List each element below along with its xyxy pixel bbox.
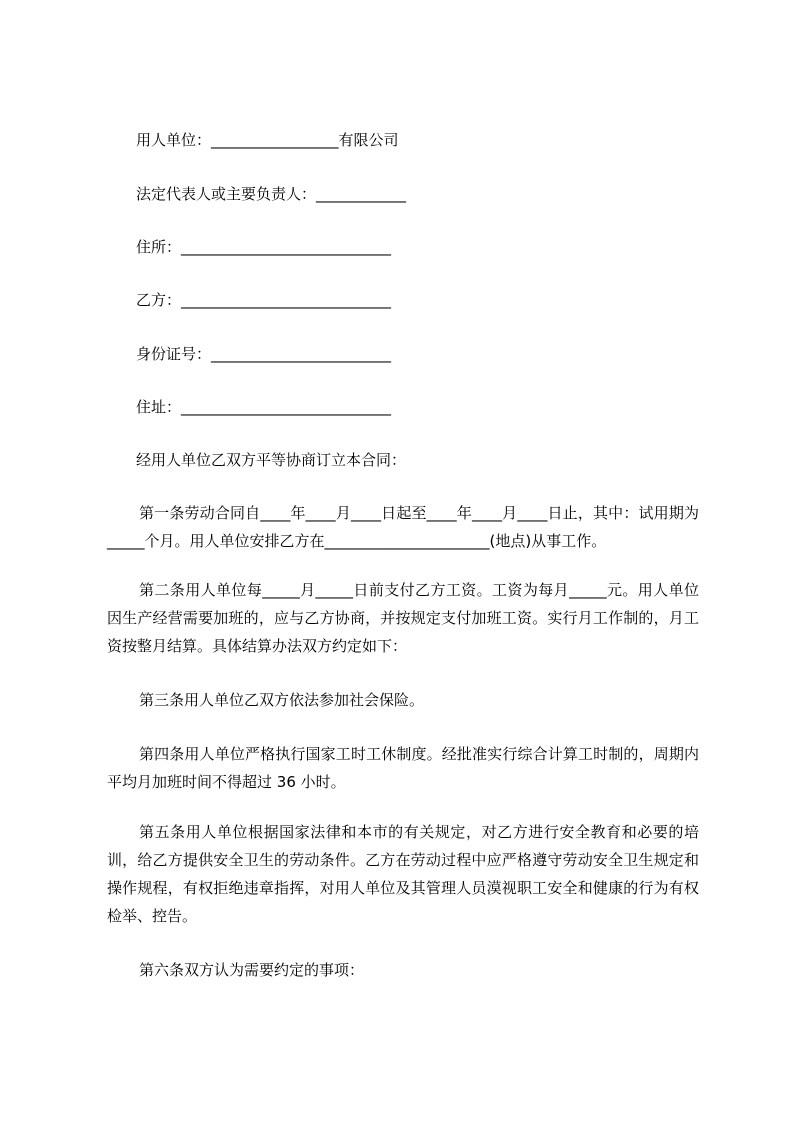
- article-2: 第二条用人单位每_____月_____日前支付乙方工资。工资为每月_____元。用人单位因生产经营需要加班的，应与乙方协商，并按规定支付加班工资。实行月工作制的，月工资按整月结算。具体结算办法双方约定如下：: [107, 581, 699, 655]
- intro-text: 经用人单位乙双方平等协商订立本合同：: [136, 451, 407, 469]
- id-number-field: 身份证号：________________________: [136, 345, 392, 363]
- employer-address-field: 住所：____________________________: [136, 238, 392, 256]
- party-b-field: 乙方：____________________________: [136, 291, 392, 309]
- article-4: 第四条用人单位严格执行国家工时工休制度。经批准实行综合计算工时制的，周期内平均月加班时间不得超过 36 小时。: [107, 745, 699, 791]
- legal-representative-field: 法定代表人或主要负责人：____________: [136, 185, 407, 203]
- employer-field: 用人单位：_________________有限公司: [136, 131, 399, 149]
- article-3: 第三条用人单位乙双方依法参加社会保险。: [139, 691, 425, 709]
- party-b-address-field: 住址：____________________________: [136, 398, 392, 416]
- article-1: 第一条劳动合同自____年____月____日起至____年____月____日止，其中：试用期为_____个月。用人单位安排乙方在______________________(地点)从事工作。: [107, 504, 699, 550]
- article-6: 第六条双方认为需要约定的事项：: [139, 961, 365, 979]
- article-5: 第五条用人单位根据国家法律和本市的有关规定，对乙方进行安全教育和必要的培训，给乙方提供安全卫生的劳动条件。乙方在劳动过程中应严格遵守劳动安全卫生规定和操作规程，有权拒绝违章指挥，对用人单位及其管理人员漠视职工安全和健康的行为有权检举、控告。: [107, 823, 699, 925]
